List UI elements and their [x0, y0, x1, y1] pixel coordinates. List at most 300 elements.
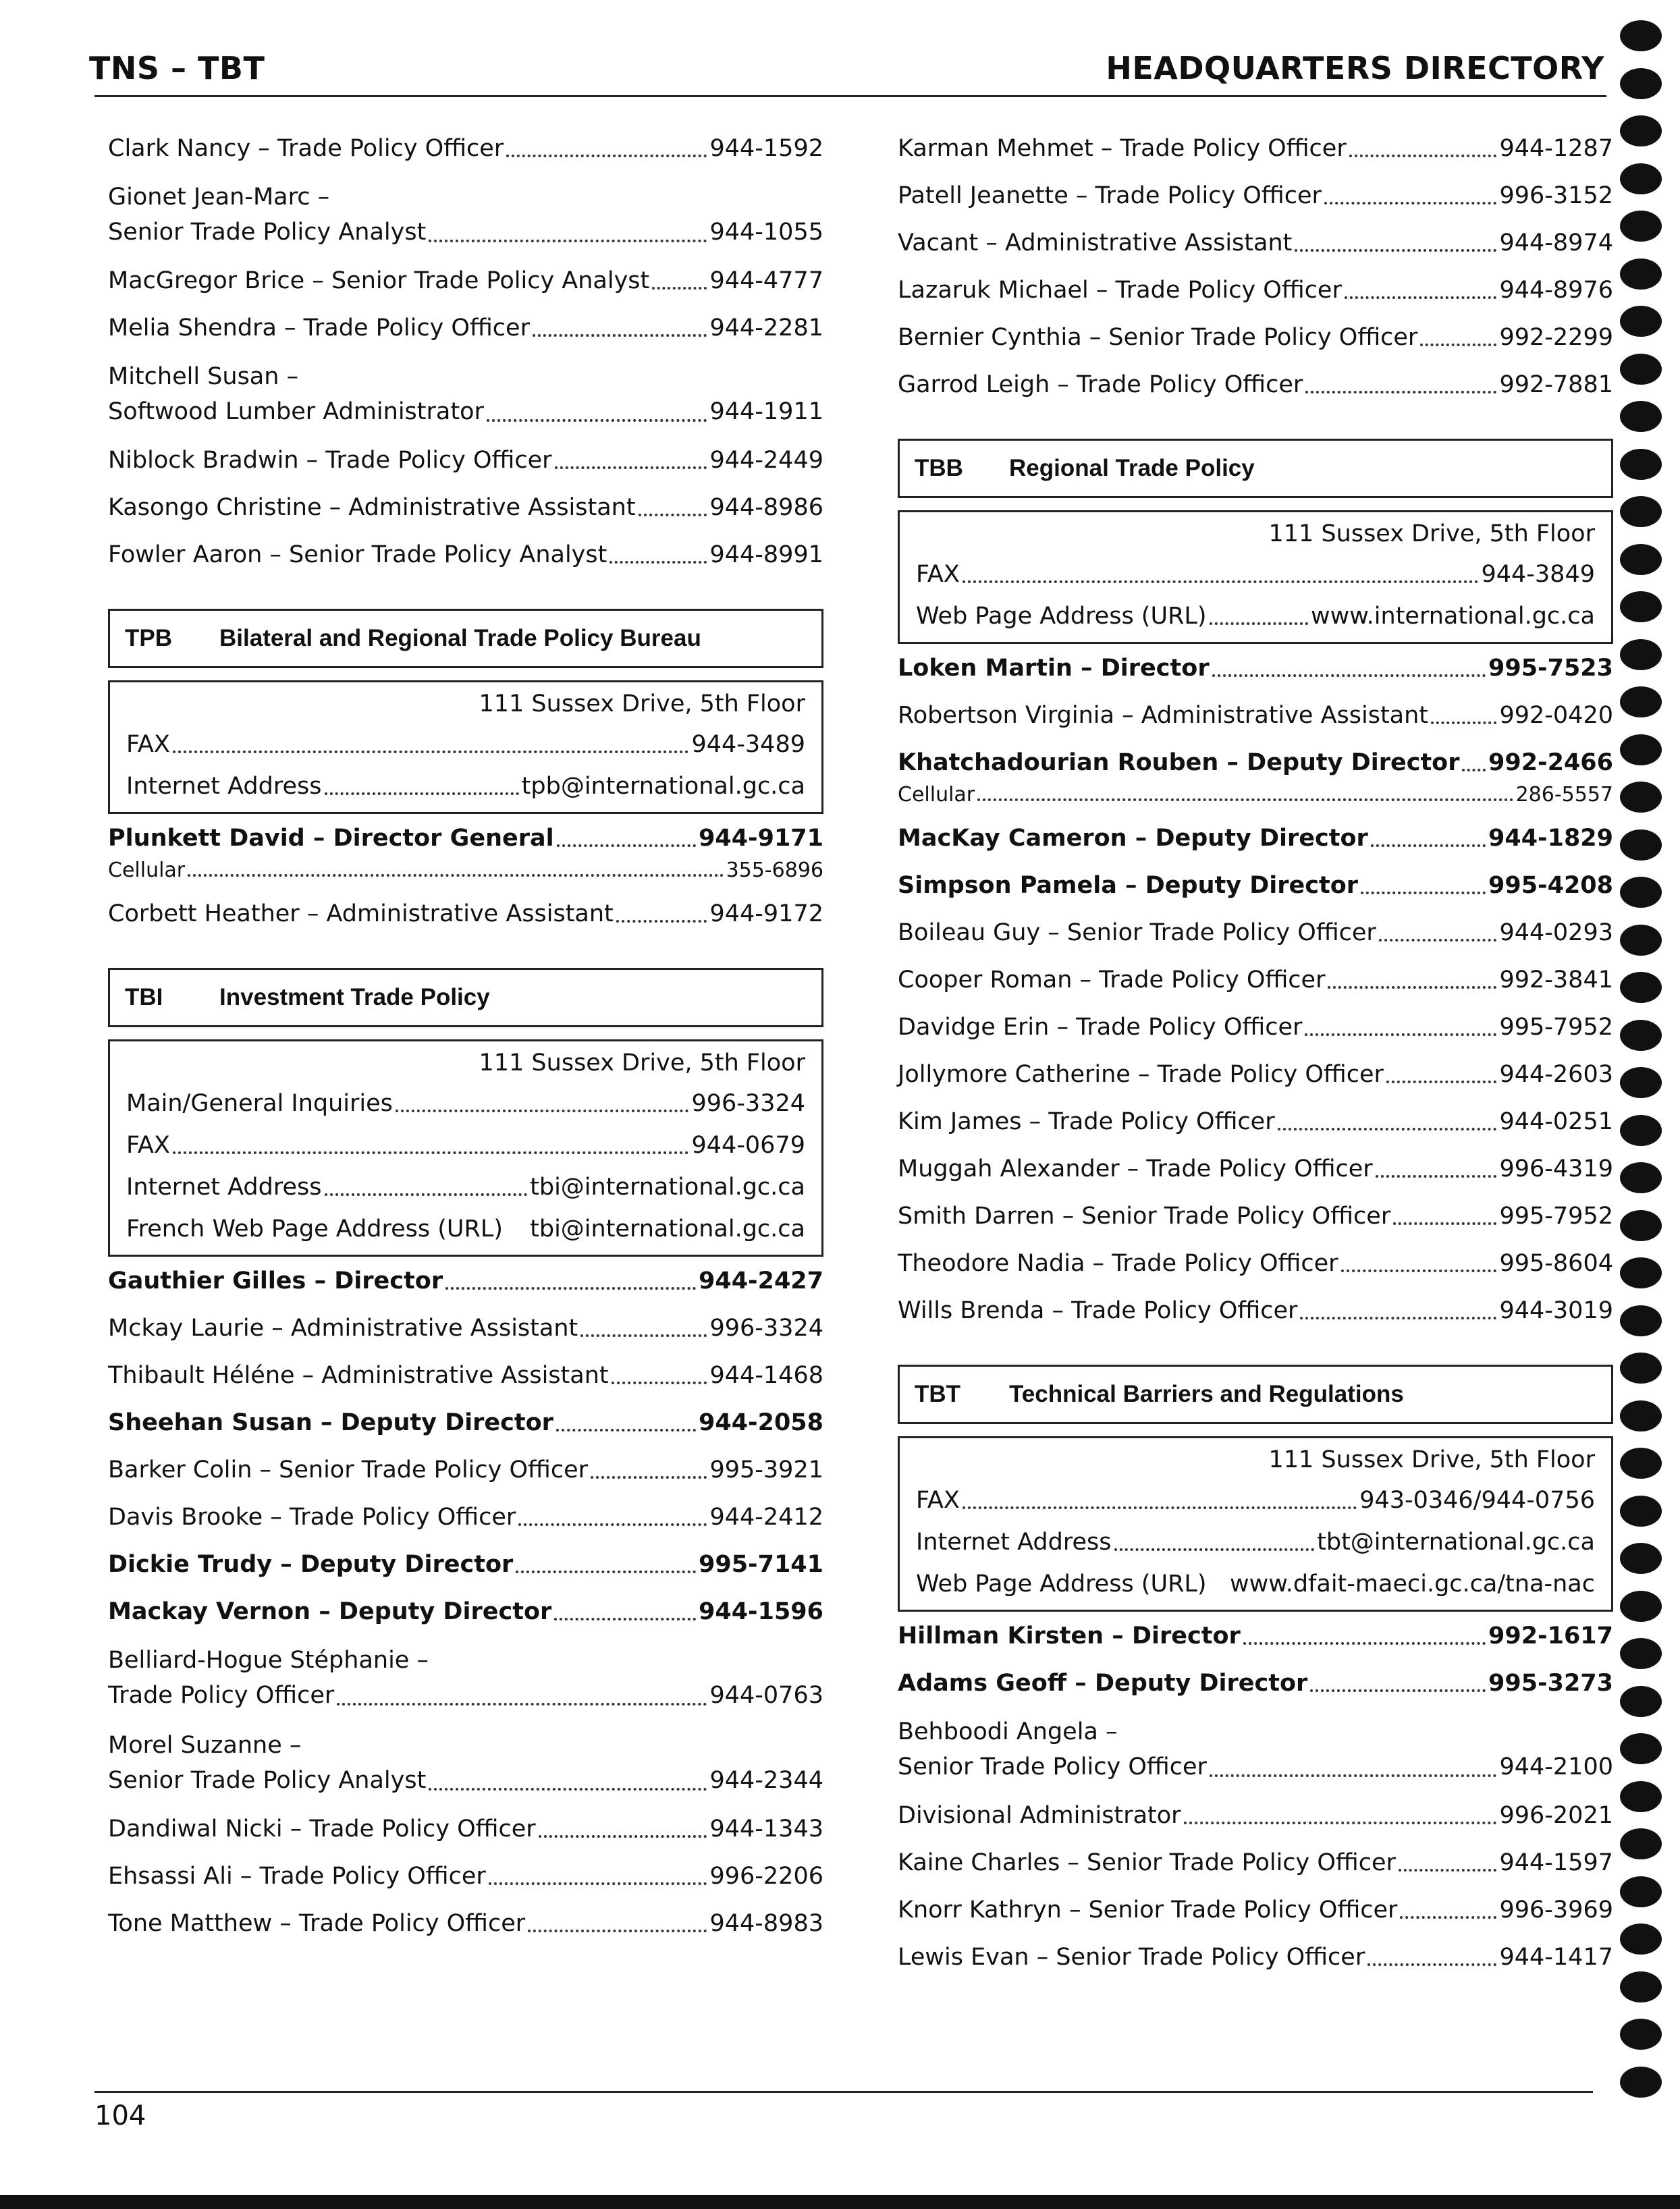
leader-dots [554, 1618, 696, 1620]
directory-entry [898, 869, 1613, 902]
entry-phone: 944-2412 [709, 1504, 823, 1531]
directory-entry [108, 1813, 823, 1845]
directory-entry [898, 1247, 1613, 1280]
entry-phone: 944-1829 [1488, 825, 1613, 852]
entry-name: Kasongo Christine – Administrative Assistant [108, 494, 636, 521]
binding-dot [1620, 1496, 1662, 1527]
entry-name: Adams Geoff – Deputy Director [898, 1670, 1308, 1697]
leader-dots [977, 798, 1513, 801]
directory-entry [898, 1294, 1613, 1327]
directory-entry [898, 699, 1613, 732]
entry-name: MacGregor Brice – Senior Trade Policy Analyst [108, 267, 650, 294]
section-address: 111 Sussex Drive, 5th Floor [1268, 520, 1595, 547]
right-column [898, 132, 1613, 1988]
section-code: TBB [915, 455, 963, 481]
directory-entry [108, 491, 823, 524]
entry-name: Knorr Kathryn – Senior Trade Policy Officer [898, 1897, 1398, 1924]
directory-entry [898, 1667, 1613, 1699]
binding-dot [1620, 1638, 1662, 1669]
entry-phone: 995-8604 [1499, 1250, 1613, 1277]
entry-phone: 996-4319 [1499, 1155, 1613, 1182]
section-code: TPB [125, 625, 172, 651]
entry-name: Cellular [898, 783, 975, 807]
section-title: Investment Trade Policy [219, 984, 490, 1010]
binding-dot [1620, 258, 1662, 290]
leader-dots [1400, 1916, 1496, 1919]
entry-phone: 944-8976 [1499, 277, 1613, 304]
binding-dot [1620, 163, 1662, 194]
directory-entry [108, 312, 823, 344]
leader-dots [325, 792, 519, 795]
leader-dots [487, 419, 707, 422]
entry-name: Simpson Pamela – Deputy Director [898, 872, 1359, 899]
leader-dots [1243, 1642, 1486, 1645]
binding-dot [1620, 401, 1662, 432]
directory-entry [108, 1907, 823, 1940]
leader-dots [963, 580, 1479, 583]
leader-dots [1295, 249, 1496, 252]
entry-phone: 944-0763 [709, 1682, 823, 1709]
entry-line2 [108, 394, 823, 429]
entry-name: Muggah Alexander – Trade Policy Officer [898, 1155, 1373, 1182]
directory-entry [898, 274, 1613, 306]
web-address: www.international.gc.ca [1311, 603, 1595, 630]
directory-entry [108, 1643, 823, 1713]
section-address: 111 Sussex Drive, 5th Floor [479, 690, 805, 717]
binding-dot [1620, 1020, 1662, 1051]
entry-name-line1: Behboodi Angela – [898, 1718, 1118, 1745]
leader-dots [652, 287, 707, 290]
leader-dots [173, 751, 689, 753]
leader-dots [616, 920, 707, 923]
binding-dot [1620, 354, 1662, 385]
section-title: Regional Trade Policy [1009, 455, 1255, 481]
entry-name: Thibault Héléne – Administrative Assistant [108, 1362, 609, 1389]
entry-name: Vacant – Administrative Assistant [898, 229, 1293, 256]
binding-dot [1620, 972, 1662, 1003]
fax-label: FAX [126, 1132, 170, 1159]
binding-dot [1620, 1543, 1662, 1574]
page-number: 104 [94, 2100, 146, 2131]
leader-dots [612, 1382, 707, 1384]
entry-name: Senior Trade Policy Officer [898, 1753, 1207, 1780]
fax-label: FAX [916, 1487, 960, 1514]
directory-entry [108, 1548, 823, 1581]
internet-row [916, 1526, 1595, 1558]
binding-dot [1620, 1448, 1662, 1479]
directory-entry [108, 359, 823, 429]
directory-entry [898, 822, 1613, 854]
directory-entry [898, 227, 1613, 259]
entry-phone: 944-1055 [709, 219, 823, 246]
entry-phone: 944-2603 [1499, 1061, 1613, 1088]
leader-dots [506, 155, 707, 157]
leader-dots [188, 874, 723, 877]
directory-entry [108, 1860, 823, 1892]
entry-name: Lazaruk Michael – Trade Policy Officer [898, 277, 1342, 304]
entry-name: Robertson Virginia – Administrative Assistant [898, 702, 1429, 729]
binding-dot [1620, 686, 1662, 717]
leader-dots [639, 514, 707, 516]
entry-name: Barker Colin – Senior Trade Policy Officer [108, 1456, 589, 1483]
entry-name: Khatchadourian Rouben – Deputy Director [898, 749, 1460, 776]
leader-dots [445, 1287, 696, 1290]
leader-dots [429, 240, 707, 242]
cellular-entry [108, 857, 823, 884]
entry-name: Softwood Lumber Administrator [108, 398, 484, 425]
directory-entry [898, 1894, 1613, 1926]
tbi-staff-list [108, 1265, 823, 1940]
entry-phone: 944-2427 [699, 1267, 823, 1294]
fax-label: FAX [916, 561, 960, 588]
directory-entry [108, 1312, 823, 1344]
directory-entry [108, 180, 823, 250]
entry-line2 [108, 1763, 823, 1798]
binding-dot [1620, 544, 1662, 575]
fax-label: FAX [126, 731, 170, 758]
entry-phone: 992-3841 [1499, 966, 1613, 993]
entry-line2 [108, 215, 823, 250]
directory-entry [898, 1941, 1613, 1973]
leader-dots [1431, 721, 1496, 724]
binding-dot [1620, 591, 1662, 622]
entry-name: Cellular [108, 858, 186, 882]
binding-dot [1620, 1591, 1662, 1622]
leader-dots [1379, 939, 1497, 942]
leader-dots [609, 561, 707, 564]
entry-name: Trade Policy Officer [108, 1682, 335, 1709]
directory-entry [108, 822, 823, 854]
binding-dot [1620, 829, 1662, 861]
left-intro-list [108, 132, 823, 571]
entry-name: Kim James – Trade Policy Officer [898, 1108, 1275, 1135]
leader-dots [1212, 674, 1486, 677]
main-inquiries-label: Main/General Inquiries [126, 1090, 393, 1117]
leader-dots [580, 1334, 707, 1337]
internet-label: Internet Address [126, 773, 322, 800]
bottom-edge-band [0, 2195, 1680, 2209]
entry-name: Tone Matthew – Trade Policy Officer [108, 1910, 526, 1937]
internet-label: Internet Address [916, 1529, 1112, 1556]
directory-entry [108, 444, 823, 476]
leader-dots [1310, 1689, 1486, 1692]
internet-row [126, 1171, 805, 1203]
entry-phone: 995-7141 [699, 1551, 823, 1578]
entry-phone: 995-3273 [1488, 1670, 1613, 1697]
entry-phone: 944-8991 [709, 541, 823, 568]
binding-dot [1620, 68, 1662, 99]
entry-phone: 944-0293 [1499, 919, 1613, 946]
fax-row [126, 728, 805, 761]
tpb-staff-list [108, 822, 823, 930]
directory-entry [898, 132, 1613, 165]
section-header-tbt [898, 1365, 1613, 1424]
entry-name: Davis Brooke – Trade Policy Officer [108, 1504, 516, 1531]
entry-phone: 944-9171 [699, 825, 823, 852]
entry-name: Wills Brenda – Trade Policy Officer [898, 1297, 1298, 1324]
entry-phone: 995-4208 [1488, 872, 1613, 899]
entry-name: Gauthier Gilles – Director [108, 1267, 443, 1294]
fax-row [916, 558, 1595, 591]
binding-dot [1620, 1733, 1662, 1764]
leader-dots [1328, 986, 1496, 989]
entry-name: Fowler Aaron – Senior Trade Policy Analyst [108, 541, 607, 568]
web-row [916, 1568, 1595, 1600]
entry-name: Divisional Administrator [898, 1802, 1181, 1829]
leader-dots [1114, 1548, 1315, 1551]
entry-phone: 996-3152 [1499, 182, 1613, 209]
leader-dots [591, 1476, 707, 1479]
directory-entry [898, 1200, 1613, 1232]
entry-phone: 944-4777 [709, 267, 823, 294]
binding-dot [1620, 925, 1662, 956]
binding-dot [1620, 115, 1662, 146]
directory-entry [108, 898, 823, 930]
fax-number: 944-3849 [1481, 561, 1595, 588]
entry-name: Sheehan Susan – Deputy Director [108, 1409, 553, 1436]
entry-phone: 995-7523 [1488, 655, 1613, 682]
entry-name: Hillman Kirsten – Director [898, 1622, 1241, 1649]
web-row [916, 600, 1595, 632]
entry-name: Niblock Bradwin – Trade Policy Officer [108, 447, 552, 474]
binding-dot [1620, 496, 1662, 527]
leader-dots [337, 1703, 707, 1706]
entry-name: Mackay Vernon – Deputy Director [108, 1598, 552, 1625]
binding-dot [1620, 1828, 1662, 1859]
directory-entry [898, 746, 1613, 779]
entry-name: Cooper Roman – Trade Policy Officer [898, 966, 1326, 993]
entry-name: Dickie Trudy – Deputy Director [108, 1551, 514, 1578]
entry-phone: 992-0420 [1499, 702, 1613, 729]
section-address: 111 Sussex Drive, 5th Floor [1268, 1446, 1595, 1473]
fax-number: 943-0346/944-0756 [1359, 1487, 1595, 1514]
entry-name: Smith Darren – Senior Trade Policy Officer [898, 1203, 1391, 1230]
entry-phone: 944-2344 [709, 1767, 823, 1794]
entry-name: Lewis Evan – Senior Trade Policy Officer [898, 1944, 1365, 1971]
binding-dot [1620, 1686, 1662, 1717]
leader-dots [1376, 1175, 1497, 1178]
directory-entry [898, 321, 1613, 354]
binding-dot [1620, 1305, 1662, 1336]
binding-dot [1620, 1876, 1662, 1907]
leader-dots [1324, 202, 1497, 204]
leader-dots [1278, 1128, 1497, 1130]
footer-rule [94, 2091, 1593, 2093]
entry-name: Plunkett David – Director General [108, 825, 554, 852]
entry-name: Senior Trade Policy Analyst [108, 219, 427, 246]
entry-phone: 996-3969 [1499, 1897, 1613, 1924]
entry-name: Karman Mehmet – Trade Policy Officer [898, 135, 1347, 162]
section-code: TBI [125, 984, 163, 1010]
leader-dots [429, 1788, 707, 1791]
french-web-row [126, 1213, 805, 1245]
entry-name: Dandiwal Nicki – Trade Policy Officer [108, 1816, 536, 1843]
leader-dots [173, 1151, 689, 1154]
entry-name: Loken Martin – Director [898, 655, 1210, 682]
directory-entry [108, 1265, 823, 1297]
binding-dot [1620, 2067, 1662, 2098]
leader-dots [1386, 1081, 1497, 1083]
leader-dots [396, 1110, 689, 1112]
section-code: TBT [915, 1381, 961, 1407]
entry-name: Clark Nancy – Trade Policy Officer [108, 135, 504, 162]
main-inquiries-number: 996-3324 [691, 1090, 805, 1117]
entry-phone: 944-2281 [709, 315, 823, 342]
directory-entry [898, 1714, 1613, 1784]
page-header-left: TNS – TBT [89, 50, 265, 86]
entry-phone: 944-8983 [709, 1910, 823, 1937]
leader-dots [1341, 1270, 1497, 1272]
leader-dots [555, 466, 707, 469]
entry-phone: 944-0251 [1499, 1108, 1613, 1135]
cellular-entry [898, 782, 1613, 809]
entry-phone: 992-7881 [1499, 371, 1613, 398]
entry-name: Boileau Guy – Senior Trade Policy Officer [898, 919, 1376, 946]
binding-dot [1620, 639, 1662, 670]
leader-dots [1393, 1222, 1496, 1225]
entry-name: Davidge Erin – Trade Policy Officer [898, 1014, 1303, 1041]
internet-row [126, 770, 805, 802]
binding-dot [1620, 1115, 1662, 1146]
binding-dot [1620, 1781, 1662, 1812]
entry-name-line1: Morel Suzanne – [108, 1732, 302, 1759]
entry-name: MacKay Cameron – Deputy Director [898, 825, 1368, 852]
leader-dots [1420, 344, 1496, 346]
leader-dots [1345, 296, 1497, 299]
leader-dots [557, 844, 696, 847]
directory-entry [898, 1011, 1613, 1043]
leader-dots [556, 1429, 696, 1431]
entry-name: Kaine Charles – Senior Trade Policy Officer [898, 1849, 1396, 1876]
leader-dots [1184, 1822, 1497, 1824]
entry-name: Mckay Laurie – Administrative Assistant [108, 1315, 578, 1342]
entry-phone: 355-6896 [726, 858, 823, 882]
leader-dots [1210, 1774, 1497, 1777]
leader-dots [528, 1930, 707, 1932]
leader-dots [1210, 622, 1308, 625]
section-header-tbi [108, 968, 823, 1027]
binding-dot [1620, 1924, 1662, 1955]
entry-line2 [108, 1678, 823, 1713]
directory-entry [898, 1106, 1613, 1138]
leader-dots [539, 1835, 707, 1838]
fax-number: 944-3489 [691, 731, 805, 758]
entry-phone: 944-8974 [1499, 229, 1613, 256]
directory-entry [898, 1847, 1613, 1879]
leader-dots [1305, 1033, 1496, 1036]
leader-dots [518, 1523, 707, 1526]
web-label: Web Page Address (URL) [916, 603, 1207, 630]
french-web-label: French Web Page Address (URL) [126, 1216, 504, 1243]
entry-phone: 944-2058 [699, 1409, 823, 1436]
leader-dots [533, 334, 707, 337]
web-address: www.dfait-maeci.gc.ca/tna-nac [1230, 1571, 1595, 1598]
leader-dots [1462, 769, 1486, 771]
entry-phone: 944-1597 [1499, 1849, 1613, 1876]
leader-dots [963, 1506, 1357, 1509]
directory-entry [108, 539, 823, 571]
binding-dot [1620, 734, 1662, 765]
entry-name: Patell Jeanette – Trade Policy Officer [898, 182, 1322, 209]
entry-name: Ehsassi Ali – Trade Policy Officer [108, 1863, 486, 1890]
main-inquiries-row [126, 1087, 805, 1120]
entry-phone: 944-1417 [1499, 1944, 1613, 1971]
entry-phone: 992-2466 [1488, 749, 1613, 776]
leader-dots [1305, 391, 1496, 393]
leader-dots [489, 1882, 707, 1885]
fax-row [916, 1484, 1595, 1517]
directory-entry [898, 1799, 1613, 1832]
tbt-staff-list [898, 1620, 1613, 1973]
directory-entry [108, 1728, 823, 1798]
entry-name-line1: Gionet Jean-Marc – [108, 184, 330, 211]
entry-phone: 996-3324 [709, 1315, 823, 1342]
directory-entry [898, 652, 1613, 684]
directory-entry [898, 180, 1613, 212]
right-intro-list [898, 132, 1613, 401]
binding-dot [1620, 20, 1662, 51]
entry-phone: 286-5557 [1515, 783, 1613, 807]
leader-dots [1361, 892, 1486, 894]
binding-dot [1620, 1400, 1662, 1431]
section-header-tpb [108, 609, 823, 668]
binding-dot [1620, 1257, 1662, 1288]
entry-phone: 944-2449 [709, 447, 823, 474]
leader-dots [1349, 155, 1497, 157]
page-header-right: HEADQUARTERS DIRECTORY [1106, 50, 1604, 86]
entry-phone: 944-1468 [709, 1362, 823, 1389]
entry-line2 [898, 1749, 1613, 1784]
directory-entry [108, 132, 823, 165]
entry-name: Garrod Leigh – Trade Policy Officer [898, 371, 1303, 398]
entry-phone: 944-3019 [1499, 1297, 1613, 1324]
directory-entry [898, 917, 1613, 949]
binding-dot [1620, 782, 1662, 813]
left-column [108, 132, 823, 1955]
binding-dot [1620, 1162, 1662, 1193]
internet-email: tbi@international.gc.ca [530, 1174, 805, 1201]
entry-name: Melia Shendra – Trade Policy Officer [108, 315, 530, 342]
entry-name-line1: Mitchell Susan – [108, 363, 299, 390]
web-label: Web Page Address (URL) [916, 1571, 1207, 1598]
entry-name: Theodore Nadia – Trade Policy Officer [898, 1250, 1338, 1277]
entry-name: Jollymore Catherine – Trade Policy Officer [898, 1061, 1384, 1088]
leader-dots [325, 1193, 528, 1196]
section-contact-box-tbi [108, 1039, 823, 1257]
entry-phone: 944-1287 [1499, 135, 1613, 162]
section-contact-box-tbt [898, 1436, 1613, 1612]
section-title: Bilateral and Regional Trade Policy Bureau [219, 625, 701, 651]
binding-dot [1620, 877, 1662, 908]
leader-dots [1371, 844, 1486, 847]
binding-dot [1620, 211, 1662, 242]
directory-entry [108, 1407, 823, 1439]
entry-phone: 992-2299 [1499, 324, 1613, 351]
binding-dot [1620, 1210, 1662, 1241]
leader-dots [1300, 1317, 1496, 1319]
entry-phone: 944-1343 [709, 1816, 823, 1843]
binding-dot [1620, 306, 1662, 337]
entry-phone: 992-1617 [1488, 1622, 1613, 1649]
entry-phone: 995-7952 [1499, 1203, 1613, 1230]
entry-phone: 944-1592 [709, 135, 823, 162]
entry-phone: 944-9172 [709, 900, 823, 927]
directory-entry [898, 1058, 1613, 1091]
directory-entry [898, 1153, 1613, 1185]
entry-name-line1: Belliard-Hogue Stéphanie – [108, 1647, 429, 1674]
fax-row [126, 1129, 805, 1162]
internet-email: tbt@international.gc.ca [1317, 1529, 1595, 1556]
